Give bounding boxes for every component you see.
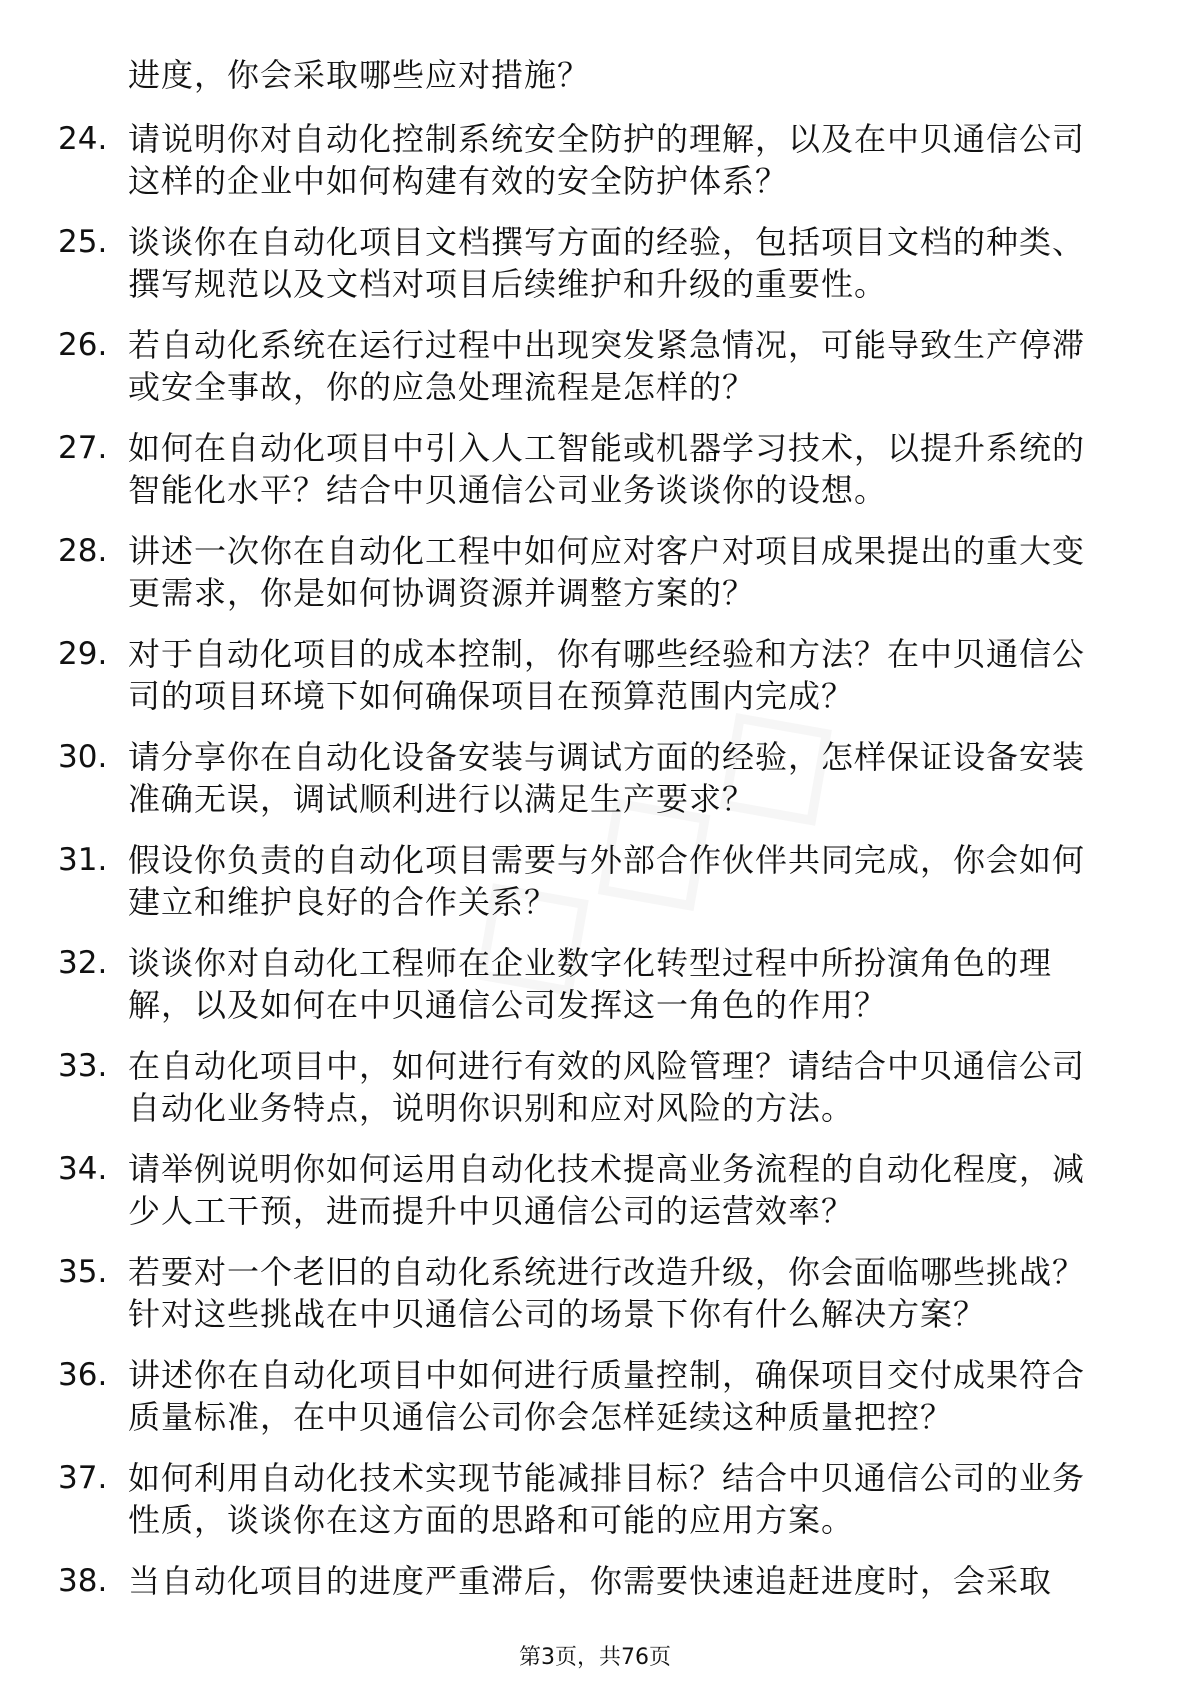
question-text: 请举例说明你如何运用自动化技术提高业务流程的自动化程度，减少人工干预，进而提升中贝通信公司的运营效率？ (128, 1150, 1086, 1230)
question-number: 31. (58, 842, 108, 878)
question-number: 28. (58, 533, 108, 569)
question-number: 35. (58, 1254, 108, 1290)
question-text: 讲述一次你在自动化工程中如何应对客户对项目成果提出的重大变更需求，你是如何协调资源并调整方案的？ (128, 532, 1086, 612)
question-number: 37. (58, 1460, 108, 1496)
question-text: 谈谈你在自动化项目文档撰写方面的经验，包括项目文档的种类、撰写规范以及文档对项目后续维护和升级的重要性。 (128, 223, 1086, 303)
question-item (58, 1251, 1118, 1335)
question-number: 32. (58, 945, 108, 981)
question-item (58, 324, 1118, 408)
question-text: 若自动化系统在运行过程中出现突发紧急情况，可能导致生产停滞或安全事故，你的应急处理流程是怎样的？ (128, 326, 1086, 406)
question-text: 如何在自动化项目中引入人工智能或机器学习技术，以提升系统的智能化水平？结合中贝通信公司业务谈谈你的设想。 (128, 429, 1086, 509)
question-item (58, 1354, 1118, 1438)
question-text: 在自动化项目中，如何进行有效的风险管理？请结合中贝通信公司自动化业务特点，说明你识别和应对风险的方法。 (128, 1047, 1086, 1127)
question-text: 假设你负责的自动化项目需要与外部合作伙伴共同完成，你会如何建立和维护良好的合作关系？ (128, 841, 1086, 921)
question-item (58, 942, 1118, 1026)
question-text: 当自动化项目的进度严重滞后，你需要快速追赶进度时，会采取 (128, 1562, 1053, 1600)
question-number: 34. (58, 1151, 108, 1187)
question-item (58, 530, 1118, 614)
question-text: 如何利用自动化技术实现节能减排目标？结合中贝通信公司的业务性质，谈谈你在这方面的思路和可能的应用方案。 (128, 1459, 1086, 1539)
question-number: 36. (58, 1357, 108, 1393)
question-text: 谈谈你对自动化工程师在企业数字化转型过程中所扮演角色的理解，以及如何在中贝通信公司发挥这一角色的作用？ (128, 944, 1053, 1024)
question-number: 26. (58, 327, 108, 363)
question-item (58, 839, 1118, 923)
question-item (58, 1045, 1118, 1129)
question-text: 讲述你在自动化项目中如何进行质量控制，确保项目交付成果符合质量标准，在中贝通信公司你会怎样延续这种质量把控？ (128, 1356, 1086, 1436)
question-number: 38. (58, 1563, 108, 1599)
question-text: 请说明你对自动化控制系统安全防护的理解，以及在中贝通信公司这样的企业中如何构建有效的安全防护体系？ (128, 120, 1086, 200)
question-item (58, 633, 1118, 717)
question-number: 25. (58, 224, 108, 260)
question-number: 24. (58, 121, 108, 157)
question-item (58, 427, 1118, 511)
question-text: 请分享你在自动化设备安装与调试方面的经验，怎样保证设备安装准确无误，调试顺利进行以满足生产要求？ (128, 738, 1086, 818)
question-number: 30. (58, 739, 108, 775)
question-item (58, 1457, 1118, 1541)
question-item (58, 736, 1118, 820)
page-footer: 第3页，共76页 (519, 1645, 671, 1670)
question-text: 对于自动化项目的成本控制，你有哪些经验和方法？在中贝通信公司的项目环境下如何确保项目在预算范围内完成？ (128, 635, 1086, 715)
question-item (58, 118, 1118, 202)
question-item (58, 1560, 1118, 1602)
question-number: 33. (58, 1048, 108, 1084)
question-list (58, 118, 1118, 1621)
question-item (58, 221, 1118, 305)
question-item (58, 1148, 1118, 1232)
continuation-text: 进度，你会采取哪些应对措施？ (128, 56, 591, 94)
question-text: 若要对一个老旧的自动化系统进行改造升级，你会面临哪些挑战？针对这些挑战在中贝通信公司的场景下你有什么解决方案？ (128, 1253, 1086, 1333)
question-number: 27. (58, 430, 108, 466)
question-number: 29. (58, 636, 108, 672)
